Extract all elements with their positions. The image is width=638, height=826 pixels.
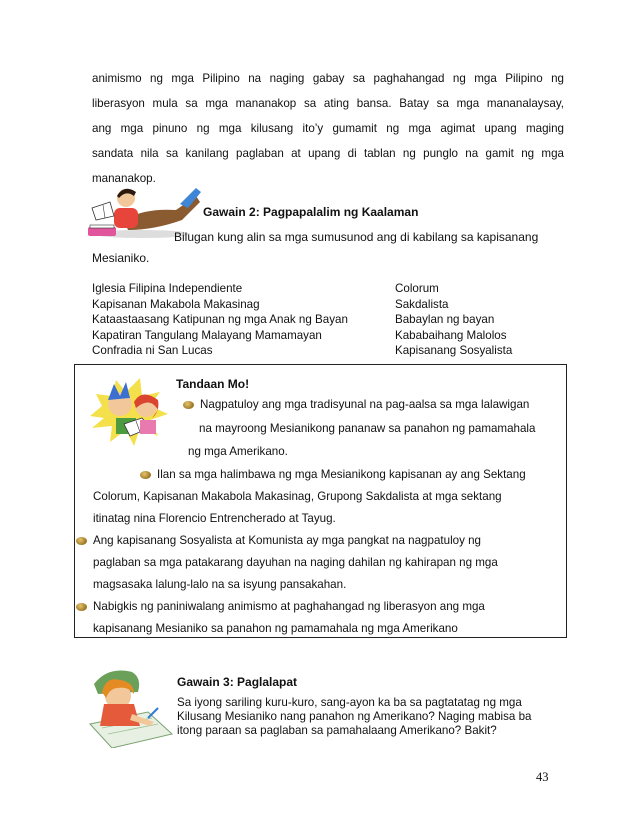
- question-line: Sa iyong sariling kuru-kuro, sang-ayon ka ba sa pagtatatag ng mga: [177, 696, 522, 709]
- bullet-icon: [76, 537, 87, 545]
- list-item: Confradia ni San Lucas: [92, 344, 213, 357]
- list-item: Kababaihang Malolos: [395, 328, 507, 342]
- intro-line: liberasyon mula sa mga mananakop sa ating bansa. Batay sa mga mananalaysay,: [92, 97, 564, 110]
- bullet-icon: [140, 471, 151, 479]
- list-item: Kapatiran Tangulang Malayang Mamamayan: [92, 328, 322, 342]
- gawain2-instruction: Bilugan kung alin sa mga sumusunod ang di kabilang sa kapisanang: [174, 230, 539, 244]
- bullet-1-line-3: ng mga Amerikano.: [188, 445, 288, 458]
- question-line: Kilusang Mesianiko nang panahon ng Amerikano? Naging mabisa ba: [177, 710, 532, 723]
- list-item: Sakdalista: [395, 297, 449, 311]
- intro-line: animismo ng mga Pilipino na naging gabay sa paghahangad ng mga Pilipino ng: [92, 72, 564, 85]
- page-number: 43: [536, 770, 549, 784]
- bullet-3-line-3: magsasaka lalung-lalo na sa isyung pansakahan.: [93, 578, 347, 591]
- intro-paragraph: [92, 66, 564, 191]
- list-item: Kapisanan Makabola Makasinag: [92, 297, 260, 311]
- bullet-4-line-1: Nabigkis ng paniniwalang animismo at paghahangad ng liberasyon ang mga: [76, 600, 485, 613]
- writing-girl-illustration: [88, 664, 174, 748]
- bullet-3-line-1: Ang kapisanang Sosyalista at Komunista ay mga pangkat na nagpatuloy ng: [76, 534, 481, 547]
- intro-line: ang mga pinuno ng mga kilusang ito’y gumamit ng mga agimat upang maging: [92, 122, 564, 135]
- list-item: Babaylan ng bayan: [395, 313, 495, 326]
- list-item: Kapisanang Sosyalista: [395, 344, 513, 357]
- gawain2-instruction-cont: Mesianiko.: [92, 251, 150, 265]
- left-organization-list: [92, 281, 348, 359]
- bullet-2-line-2: Colorum, Kapisanan Makabola Makasinag, Grupong Sakdalista at mga sektang: [93, 490, 502, 503]
- bullet-icon: [76, 603, 87, 611]
- bullet-1-line-2: na mayroong Mesianikong pananaw sa panahon ng pamamahala: [199, 422, 536, 435]
- bullet-1-line-1: Nagpatuloy ang mga tradisyunal na pag-aalsa sa mga lalawigan: [183, 398, 529, 411]
- intro-line: sandata nila sa kanilang paglaban at upang di tablan ng punglo na gamit ng mga: [92, 147, 564, 160]
- gawain3-question: [177, 696, 532, 738]
- bullet-2-line-1: Ilan sa mga halimbawa ng mga Mesianikong kapisanan ay ang Sektang: [140, 468, 526, 481]
- list-item: Kataastaasang Katipunan ng mga Anak ng Bayan: [92, 313, 348, 326]
- bullet-2-line-3: itinatag nina Florencio Entrencherado at Tayug.: [93, 512, 336, 525]
- intro-line: mananakop.: [92, 172, 156, 185]
- list-item: Iglesia Filipina Independiente: [92, 282, 243, 295]
- right-organization-list: [395, 281, 512, 359]
- tandaan-title: Tandaan Mo!: [176, 377, 250, 391]
- question-line: itong paraan sa paglaban sa pamahalaang Amerikano? Bakit?: [177, 724, 497, 737]
- kids-reading-illustration: [80, 366, 180, 456]
- bullet-4-line-2: kapisanang Mesianiko sa panahon ng pamamahala ng mga Amerikano: [93, 622, 458, 635]
- bullet-icon: [183, 401, 194, 409]
- bullet-3-line-2: paglaban sa mga patakarang dayuhan na naging dahilan ng kahirapan ng mga: [93, 556, 498, 569]
- list-item: Colorum: [395, 282, 439, 295]
- gawain2-title: Gawain 2: Pagpapalalim ng Kaalaman: [203, 205, 419, 219]
- gawain3-title: Gawain 3: Paglalapat: [177, 675, 298, 689]
